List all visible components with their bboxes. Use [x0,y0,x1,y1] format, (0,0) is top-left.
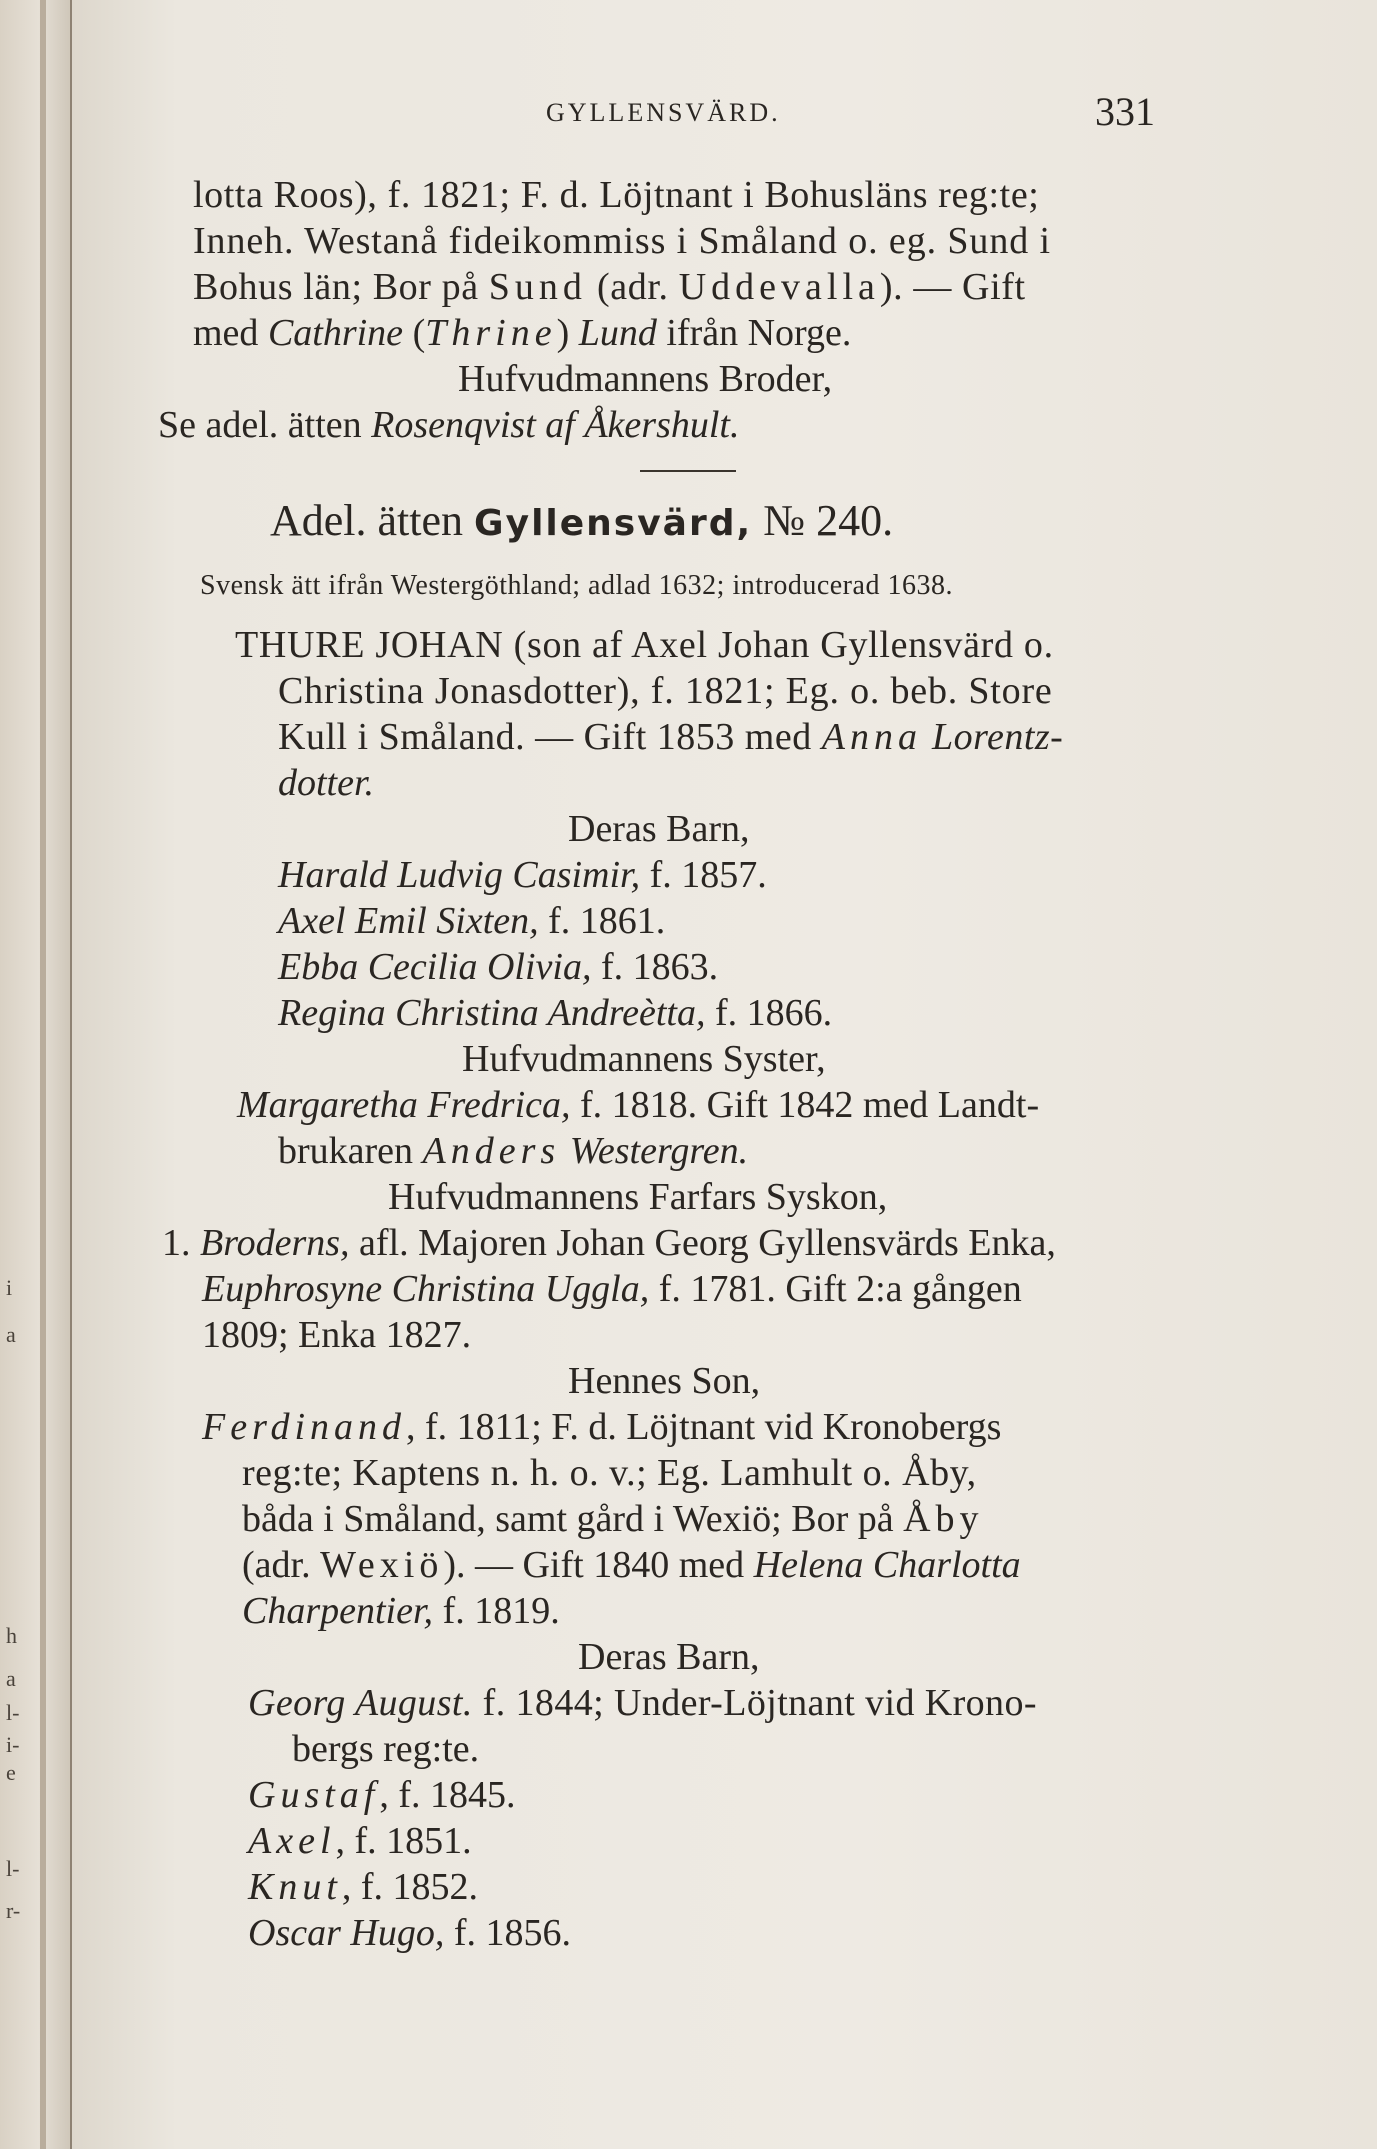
text-line: dotter. [278,762,375,804]
margin-fragment: e [6,1760,16,1785]
child-entry: Axel Emil Sixten, f. 1861. [278,900,666,942]
text-line: reg:te; Kaptens n. h. o. v.; Eg. Lamhult o. Åby, [242,1452,977,1494]
text-line: bergs reg:te. [292,1728,480,1770]
text-line: Se adel. ätten Rosenqvist af Åkershult. [158,404,740,446]
section-heading: Hufvudmannens Syster, [462,1038,826,1080]
child-entry: Gustaf, f. 1845. [248,1774,516,1816]
section-heading: Deras Barn, [568,808,750,850]
text-line: Charpentier, f. 1819. [242,1590,560,1632]
text-line: 1. Broderns, afl. Majoren Johan Georg Gyllensvärds Enka, [162,1222,1056,1264]
section-heading: Deras Barn, [578,1636,760,1678]
divider-rule [640,470,736,472]
margin-fragment: a [6,1666,16,1691]
book-spine [40,0,46,2149]
child-entry: Harald Ludvig Casimir, f. 1857. [278,854,767,896]
text-line: Inneh. Westanå fideikommiss i Småland o. eg. Sund i [193,220,1051,262]
margin-fragment: l- [6,1856,20,1881]
text-line: THURE JOHAN (son af Axel Johan Gyllensvärd o. [235,624,1054,666]
text-line: med Cathrine (Thrine) Lund ifrån Norge. [193,312,852,354]
family-origin: Svensk ätt ifrån Westergöthland; adlad 1632; introducerad 1638. [200,570,953,601]
text-line: Kull i Småland. — Gift 1853 med Anna Lorentz- [278,716,1064,758]
margin-fragment: i- [6,1732,20,1757]
text-line: 1809; Enka 1827. [202,1314,472,1356]
section-heading: Hufvudmannens Broder, [458,358,833,400]
margin-fragment: l- [6,1700,20,1725]
family-title: Adel. ätten Gyllensvärd, № 240. [270,496,894,545]
text-line: (adr. Wexiö). — Gift 1840 med Helena Charlotta [242,1544,1021,1586]
child-entry: Regina Christina Andreètta, f. 1866. [278,992,833,1034]
text-line: brukaren Anders Westergren. [278,1130,749,1172]
text-line: Ferdinand, f. 1811; F. d. Löjtnant vid Kronobergs [202,1406,1002,1448]
section-heading: Hufvudmannens Farfars Syskon, [388,1176,888,1218]
text-line: Euphrosyne Christina Uggla, f. 1781. Gift 2:a gången [202,1268,1022,1310]
child-entry: Knut, f. 1852. [248,1866,479,1908]
child-entry: Georg August. f. 1844; Under-Löjtnant vid Krono- [248,1682,1037,1724]
margin-fragment: i [6,1275,13,1300]
text-line: Margaretha Fredrica, f. 1818. Gift 1842 med Landt- [237,1084,1040,1126]
margin-fragment: r- [6,1898,21,1923]
running-head: GYLLENSVÄRD. [546,98,781,127]
margin-fragment: a [6,1322,16,1347]
child-entry: Oscar Hugo, f. 1856. [248,1912,571,1954]
text-line: båda i Småland, samt gård i Wexiö; Bor på Åby [242,1498,984,1540]
left-page-edge [0,0,72,2149]
child-entry: Axel, f. 1851. [248,1820,472,1862]
text-line: lotta Roos), f. 1821; F. d. Löjtnant i Bohusläns reg:te; [193,174,1040,216]
text-line: Bohus län; Bor på Sund (adr. Uddevalla). — Gift [193,266,1026,308]
section-heading: Hennes Son, [568,1360,761,1402]
text-line: Christina Jonasdotter), f. 1821; Eg. o. beb. Store [278,670,1053,712]
margin-fragment: h [6,1623,17,1648]
child-entry: Ebba Cecilia Olivia, f. 1863. [278,946,719,988]
page-number: 331 [1095,89,1155,134]
